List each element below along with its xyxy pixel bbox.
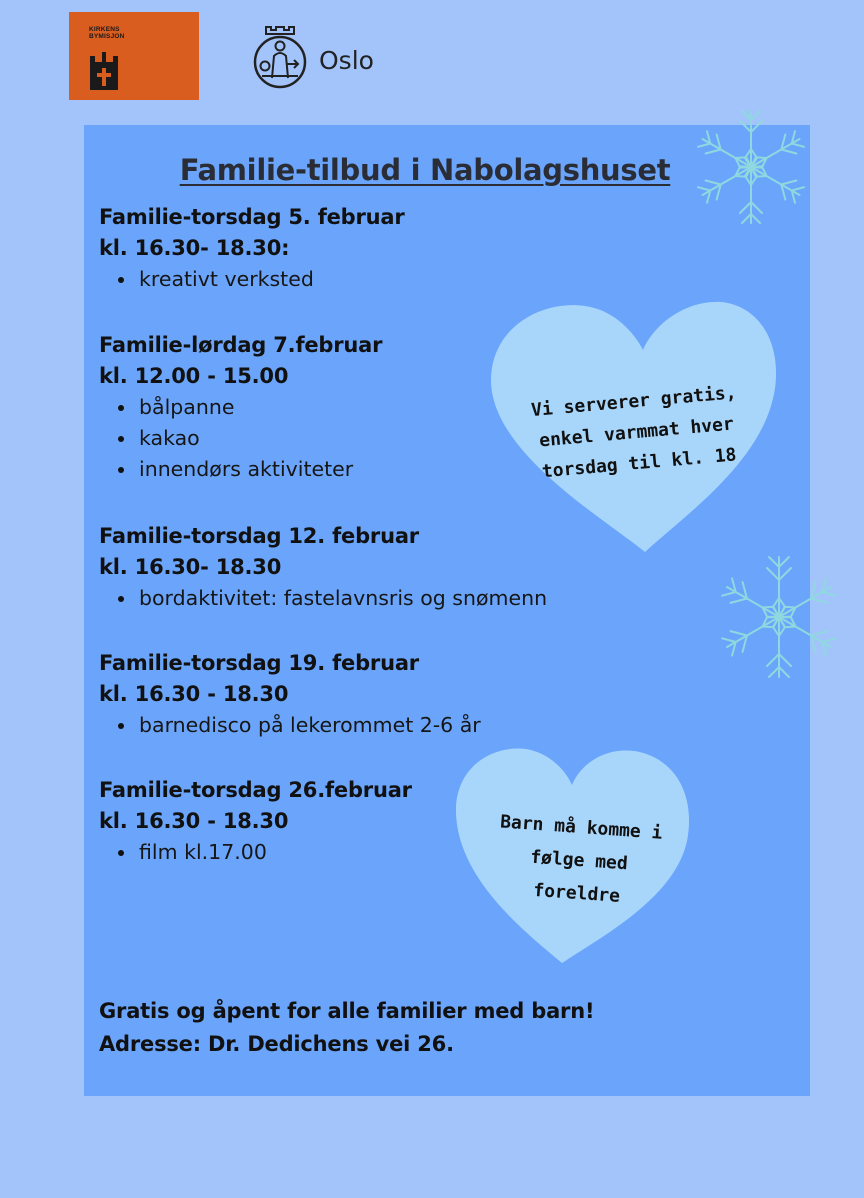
heart-text: Barn må komme i følge med foreldre [499, 811, 664, 907]
event-block [99, 648, 481, 741]
event-heading: Familie-torsdag 19. februar [99, 651, 419, 675]
kirkens-logo-text: KIRKENS BYMISJON [89, 26, 125, 40]
oslo-logo-text: Oslo [319, 46, 374, 75]
event-block [99, 330, 382, 485]
content-panel [84, 125, 810, 1096]
event-time: kl. 16.30- 18.30: [99, 236, 290, 260]
list-item: barnedisco på lekerommet 2-6 år [139, 710, 481, 741]
event-activity-list [99, 264, 405, 295]
kirkens-bymisjon-logo [69, 12, 199, 100]
event-heading: Familie-torsdag 12. februar [99, 524, 419, 548]
event-block [99, 775, 412, 868]
list-item: bordaktivitet: fastelavnsris og snømenn [139, 583, 547, 614]
event-activity-list [99, 392, 382, 485]
event-time: kl. 16.30 - 18.30 [99, 809, 289, 833]
event-activity-list [99, 710, 481, 741]
event-time: kl. 16.30- 18.30 [99, 555, 282, 579]
footer-free-text: Gratis og åpent for alle familier med barn! [99, 999, 595, 1023]
event-block [99, 202, 405, 295]
footer-address: Adresse: Dr. Dedichens vei 26. [99, 1032, 454, 1056]
event-heading: Familie-torsdag 26.februar [99, 778, 412, 802]
oslo-seal-icon [252, 26, 308, 90]
event-activity-list [99, 837, 412, 868]
event-block [99, 521, 547, 614]
church-icon [87, 52, 121, 92]
heart-text: Vi serverer gratis, enkel varmmat hver torsdag til kl. 18 [530, 382, 738, 483]
footer-info [99, 995, 594, 1061]
event-time: kl. 12.00 - 15.00 [99, 364, 289, 388]
list-item: innendørs aktiviteter [139, 454, 382, 485]
page-title: Familie-tilbud i Nabolagshuset [179, 153, 671, 187]
event-heading: Familie-lørdag 7.februar [99, 333, 383, 357]
list-item: film kl.17.00 [139, 837, 412, 868]
event-activity-list [99, 583, 547, 614]
event-time: kl. 16.30 - 18.30 [99, 682, 289, 706]
heart-callout-parents [454, 745, 694, 967]
list-item: bålpanne [139, 392, 382, 423]
list-item: kakao [139, 423, 382, 454]
oslo-kommune-logo [252, 26, 392, 90]
snowflake-icon [716, 553, 842, 681]
event-heading: Familie-torsdag 5. februar [99, 205, 405, 229]
list-item: kreativt verksted [139, 264, 405, 295]
heart-callout-meals [489, 300, 779, 555]
